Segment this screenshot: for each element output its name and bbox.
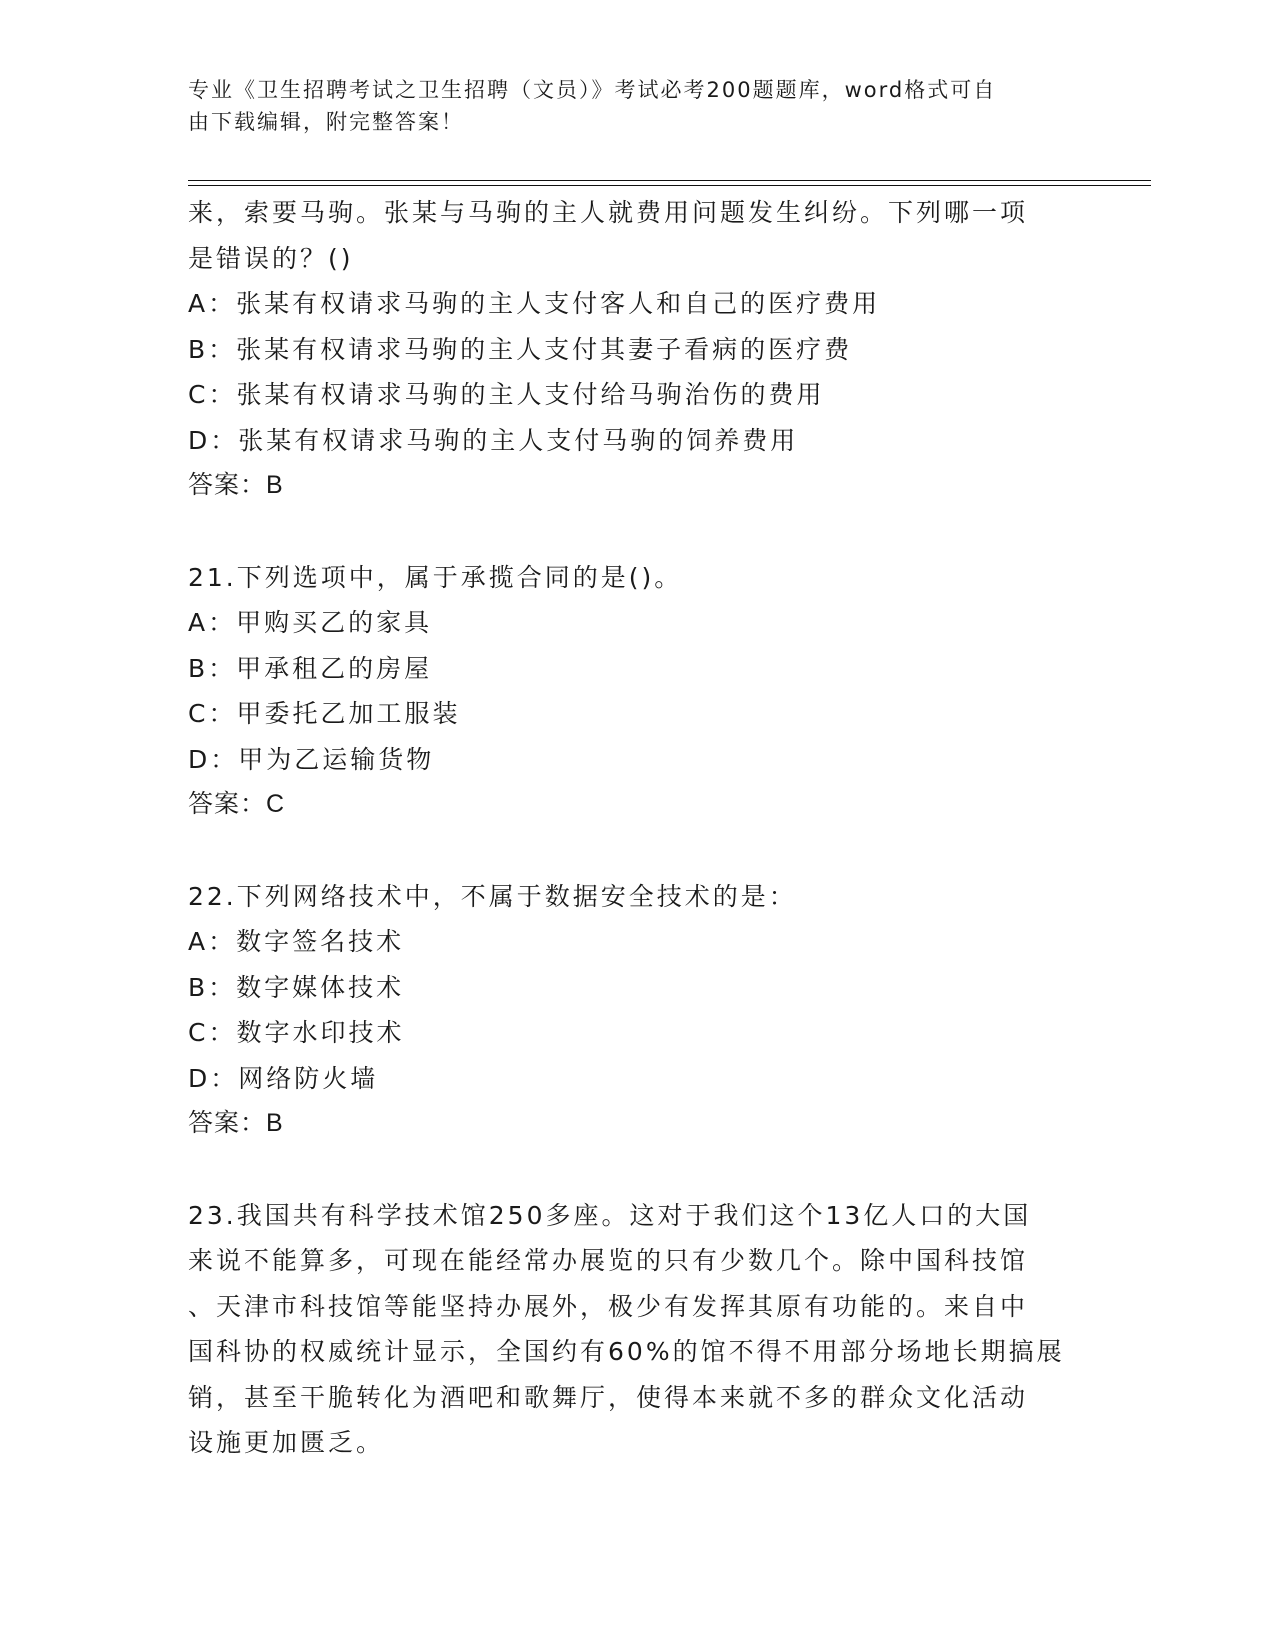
option-c: C：张某有权请求马驹的主人支付给马驹治伤的费用 xyxy=(188,380,825,409)
option-d: D：张某有权请求马驹的主人支付马驹的饲养费用 xyxy=(188,425,799,455)
option-d: D：甲为乙运输货物 xyxy=(188,744,435,774)
option-b: B：张某有权请求马驹的主人支付其妻子看病的医疗费 xyxy=(188,334,853,364)
question-text-line: 来说不能算多，可现在能经常办展览的只有少数几个。除中国科技馆 xyxy=(188,1246,1029,1275)
answer-line: 答案：B xyxy=(188,1109,284,1137)
question-text-line: 国科协的权威统计显示，全国约有60%的馆不得不用部分场地长期搞展 xyxy=(188,1337,1065,1366)
spacer xyxy=(188,509,1088,555)
header-divider-top xyxy=(188,180,1151,181)
question-22 xyxy=(188,874,1088,1147)
document-header xyxy=(188,74,1068,138)
option-c: C：数字水印技术 xyxy=(188,1018,405,1047)
spacer xyxy=(188,828,1088,874)
option-a: A：甲购买乙的家具 xyxy=(188,608,433,637)
question-23 xyxy=(188,1193,1088,1466)
header-divider-bottom xyxy=(188,185,1151,186)
option-a: A：张某有权请求马驹的主人支付客人和自己的医疗费用 xyxy=(188,289,881,318)
question-21 xyxy=(188,555,1088,828)
document-body xyxy=(188,190,1088,1466)
option-a: A：数字签名技术 xyxy=(188,927,405,956)
question-continued xyxy=(188,190,1088,509)
option-c: C：甲委托乙加工服装 xyxy=(188,699,461,728)
option-b: B：数字媒体技术 xyxy=(188,972,405,1002)
answer-line: 答案：C xyxy=(188,790,286,818)
question-stem: 21.下列选项中，属于承揽合同的是()。 xyxy=(188,562,683,592)
question-text-line: 销，甚至干脆转化为酒吧和歌舞厅，使得本来就不多的群众文化活动 xyxy=(188,1382,1029,1412)
question-text-line: 设施更加匮乏。 xyxy=(188,1428,385,1457)
header-line-2: 由下载编辑，附完整答案！ xyxy=(188,110,464,134)
answer-line: 答案：B xyxy=(188,471,284,499)
question-text-line: 是错误的？() xyxy=(188,243,354,273)
spacer xyxy=(188,1147,1088,1193)
question-text-line: 来，索要马驹。张某与马驹的主人就费用问题发生纠纷。下列哪一项 xyxy=(188,198,1029,227)
question-text-line: 23.我国共有科学技术馆250多座。这对于我们这个13亿人口的大国 xyxy=(188,1200,1032,1230)
option-b: B：甲承租乙的房屋 xyxy=(188,653,433,683)
option-d: D：网络防火墙 xyxy=(188,1063,379,1093)
question-stem: 22.下列网络技术中，不属于数据安全技术的是： xyxy=(188,881,797,911)
header-line-1: 专业《卫生招聘考试之卫生招聘（文员）》考试必考200题题库，word格式可自 xyxy=(188,78,997,102)
question-text-line: 、天津市科技馆等能坚持办展外，极少有发挥其原有功能的。来自中 xyxy=(188,1291,1029,1321)
